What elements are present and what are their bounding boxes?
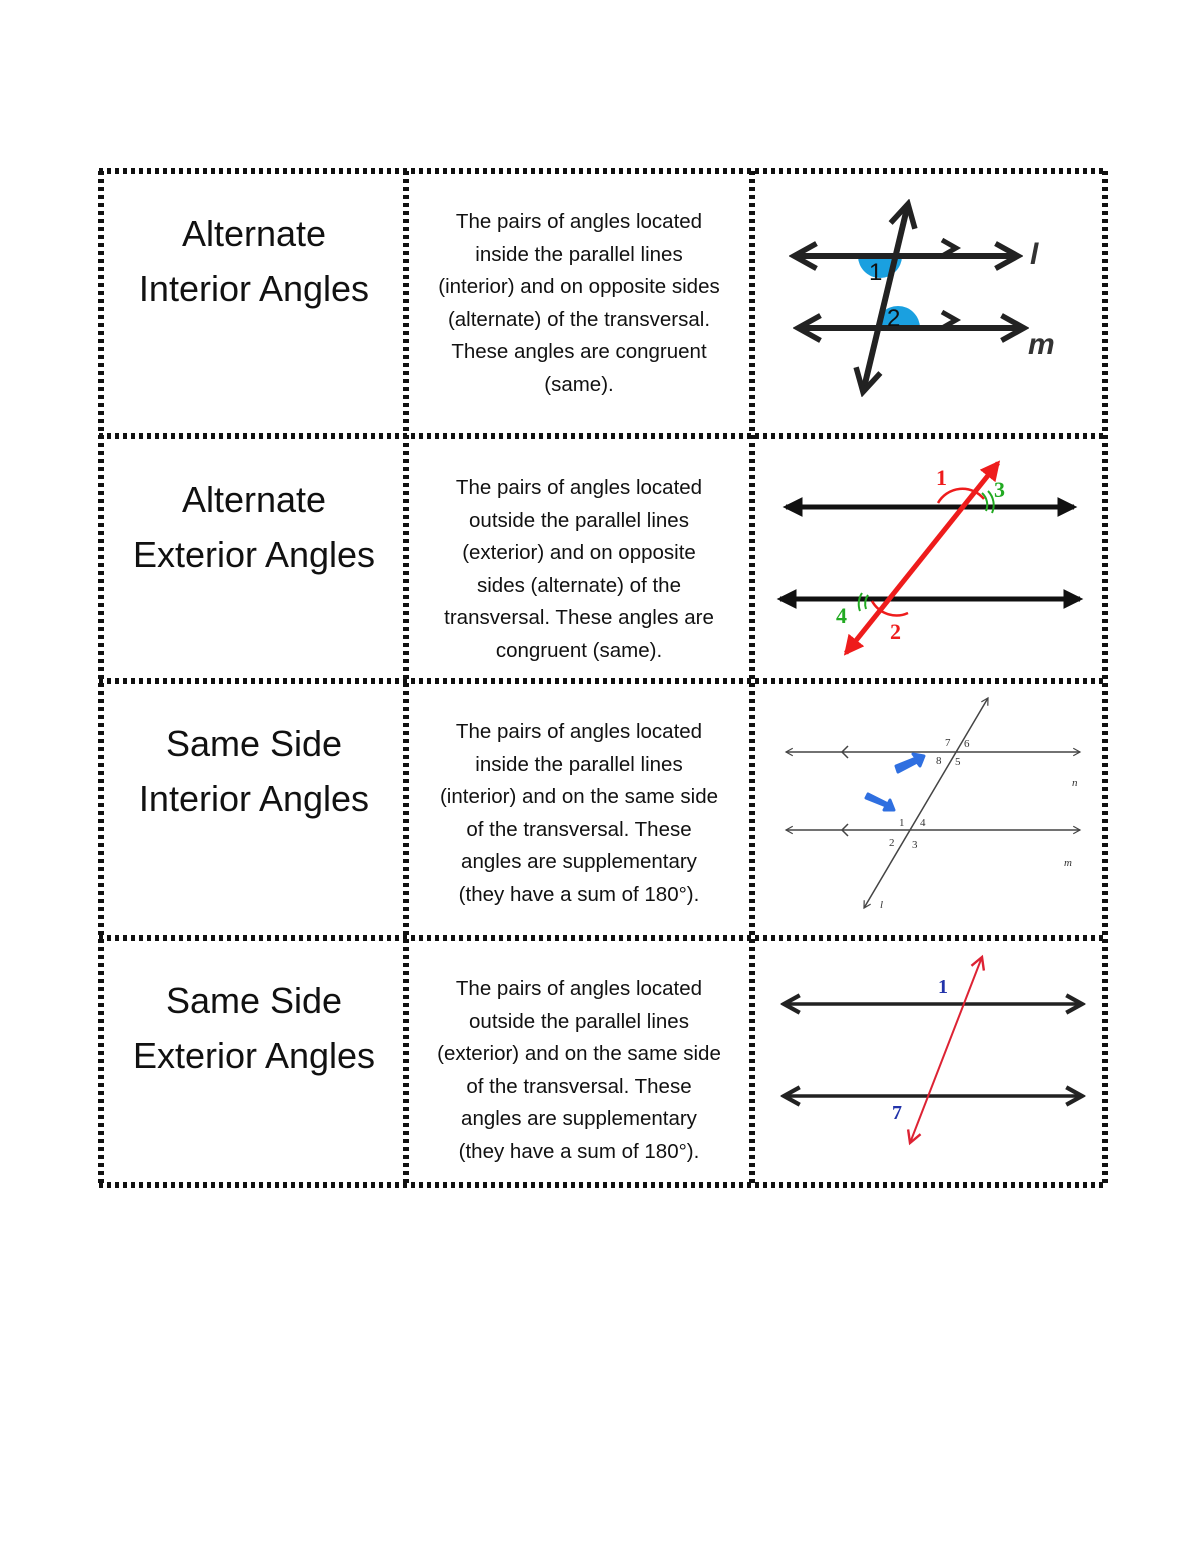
angle-label: 1 [869, 259, 883, 286]
angle-label: 2 [890, 619, 901, 644]
line-label: l [880, 899, 884, 911]
term-cell [104, 206, 404, 316]
angle-label: 7 [892, 1102, 902, 1124]
term-title: Alternate Interior Angles [138, 213, 370, 309]
definition-text: The pairs of angles located outside the parallel lines (exterior) and on opposite sides (alternate) of the transversal. These angles are congruent (same). [444, 476, 714, 662]
angle-label: 5 [955, 756, 961, 768]
alternate-interior-diagram [756, 176, 1102, 432]
angle-label: 4 [920, 817, 926, 829]
definition-text: The pairs of angles located outside the parallel lines (exterior) and on the same side of the transversal. These angles are supplementary (they have a sum of 180°). [437, 977, 721, 1163]
angle-label: 1 [938, 976, 948, 998]
term-title: Alternate Exterior Angles [132, 479, 376, 575]
angle-label: 8 [936, 755, 942, 767]
angle-label: 6 [964, 738, 970, 750]
term-cell [104, 973, 404, 1083]
line-label: m [1064, 857, 1072, 869]
term-title: Same Side Exterior Angles [132, 980, 376, 1076]
angle-label: 2 [889, 837, 895, 849]
definition-text: The pairs of angles located inside the parallel lines (interior) and on the same side of the transversal. These angles are supplementary (they have a sum of 180°). [439, 720, 719, 906]
angle-label: 3 [912, 839, 918, 851]
same-side-exterior-diagram [756, 943, 1102, 1181]
angle-label: 4 [836, 603, 847, 628]
definition-cell [409, 973, 749, 1168]
definition-cell [409, 472, 749, 667]
line-label: m [1028, 328, 1055, 361]
alternate-exterior-diagram [756, 441, 1102, 677]
definition-text: The pairs of angles located inside the parallel lines (interior) and on opposite sides (alternate) of the transversal. These angles are congruent (same). [438, 210, 720, 396]
term-title: Same Side Interior Angles [138, 723, 370, 819]
line-label: l [1030, 238, 1039, 271]
term-cell [104, 472, 404, 582]
line-label: n [1072, 777, 1078, 789]
definition-cell [409, 206, 749, 401]
angle-label: 3 [994, 477, 1005, 502]
angle-label: 2 [887, 305, 901, 332]
same-side-interior-diagram [756, 686, 1102, 934]
angle-label: 1 [899, 817, 905, 829]
angle-label: 1 [936, 465, 947, 490]
definition-cell [409, 716, 749, 911]
term-cell [104, 716, 404, 826]
angle-label: 7 [945, 737, 951, 749]
